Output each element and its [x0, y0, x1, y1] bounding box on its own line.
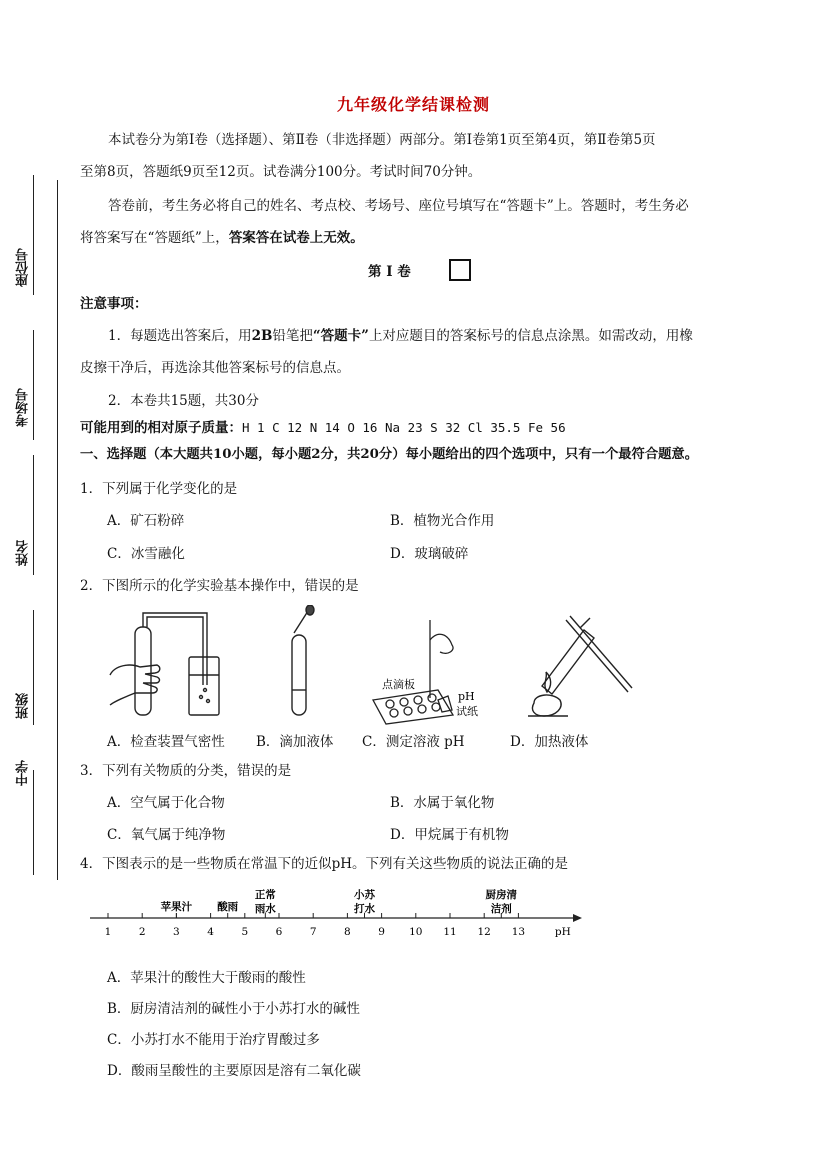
ph-marker-label: 雨水 [254, 903, 276, 915]
fig-label-paper: 试纸 [456, 705, 478, 718]
notice-card: “答题卡” [312, 328, 369, 344]
ph-tick-label: 8 [344, 926, 351, 938]
section-label: 第 Ⅰ 卷 [368, 264, 411, 280]
ph-tick-label: 1 [104, 926, 112, 938]
ph-scale-figure [88, 884, 588, 944]
ph-axis-arrow [573, 914, 582, 922]
q4-option-c: C．小苏打水不能用于治疗胃酸过多 [107, 1032, 320, 1048]
class-label: 班级 [16, 693, 31, 719]
notice-item-1-cont: 皮擦干净后，再选涂其他答案标号的信息点。 [80, 360, 350, 376]
heating-liquid-figure [520, 608, 640, 723]
notice-item-2: 2．本卷共15题，共30分 [108, 393, 259, 409]
atomic-mass-values: H 1 C 12 N 14 O 16 Na 23 S 32 Cl 35.5 Fe 56 [242, 420, 566, 435]
q2-stem: 2．下图所示的化学实验基本操作中，错误的是 [80, 578, 359, 594]
notice-text: 上对应题目的答案标号的信息点涂黑。如需改动，用橡 [368, 328, 693, 344]
seat-label: 座位号 [16, 248, 31, 287]
intro-line-1: 本试卷分为第Ⅰ卷（选择题）、第Ⅱ卷（非选择题）两部分。第Ⅰ卷第1页至第4页，第Ⅱ卷第5页 [108, 132, 656, 148]
ph-tick-label: 2 [138, 926, 146, 938]
intro-line-4 [80, 226, 364, 246]
q3-option-b: B．水属于氧化物 [390, 795, 495, 811]
notice-pencil: 2B [251, 328, 273, 344]
ph-marker-label: 苹果汁 [160, 901, 193, 913]
fig-label-ph: pH [458, 690, 475, 703]
q4-option-d: D．酸雨呈酸性的主要原因是溶有二氧化碳 [107, 1063, 361, 1079]
binding-margin-line [57, 180, 58, 880]
q2-option-a: A．检查装置气密性 [107, 734, 225, 750]
ph-tick-label: 12 [477, 926, 491, 938]
ph-tick-label: 10 [409, 926, 423, 938]
intro-line-4-text: 将答案写在“答题纸”上， [80, 230, 229, 246]
ph-tick-label: 11 [443, 926, 457, 938]
intro-line-2: 至第8页，答题纸9页至12页。试卷满分100分。考试时间70分钟。 [80, 164, 482, 180]
ph-tick-label: 4 [207, 926, 214, 938]
page-title: 九年级化学结课检测 [336, 95, 490, 114]
q3-stem: 3．下列有关物质的分类，错误的是 [80, 763, 292, 779]
notice-item-1 [108, 324, 693, 344]
ph-marker-label: 小苏 [354, 889, 375, 901]
q2-option-b: B．滴加液体 [256, 734, 334, 750]
ph-marker-label: 正常 [254, 889, 276, 901]
notice-text: 铅笔把 [272, 328, 313, 344]
q4-option-a: A．苹果汁的酸性大于酸雨的酸性 [107, 970, 306, 986]
q1-option-b: B．植物光合作用 [390, 513, 495, 529]
ph-marker-label: 酸雨 [217, 901, 239, 913]
ph-tick-label: 13 [511, 926, 526, 938]
score-box [449, 259, 471, 281]
notice-heading: 注意事项： [80, 296, 148, 312]
ph-tick-label: 9 [378, 926, 385, 938]
q4-option-b: B．厨房清洁剂的碱性小于小苏打水的碱性 [107, 1001, 360, 1017]
atomic-mass-line [80, 416, 566, 436]
ph-unit-label: pH [554, 926, 571, 938]
ph-tick-label: 6 [275, 926, 283, 938]
ph-marker-label: 打水 [354, 903, 375, 915]
school-label: 中学 [16, 760, 31, 786]
q3-option-a: A．空气属于化合物 [107, 795, 225, 811]
q1-stem: 1．下列属于化学变化的是 [80, 481, 238, 497]
ph-tick-label: 5 [241, 926, 249, 938]
q3-option-d: D．甲烷属于有机物 [390, 827, 509, 843]
intro-warning: 答案答在试卷上无效。 [228, 230, 364, 246]
ph-marker-label: 厨房清 [485, 889, 518, 901]
part-heading: 一、选择题（本大题共10小题，每小题2分，共20分）每小题给出的四个选项中，只有一个最符合题意。 [80, 447, 699, 462]
q2-option-c: C．测定溶液 pH [362, 734, 465, 750]
q2-option-d: D．加热液体 [510, 734, 589, 750]
dropper-figure [282, 605, 322, 720]
q1-option-d: D．玻璃破碎 [390, 546, 469, 562]
name-label: 姓名 [16, 540, 31, 566]
q1-option-a: A．矿石粉碎 [107, 513, 185, 529]
notice-text: 1．每题选出答案后，用 [108, 328, 252, 344]
ph-test-figure [368, 620, 478, 725]
ph-tick-label: 3 [173, 926, 180, 938]
airtightness-check-figure [105, 605, 245, 720]
ph-marker-label: 洁剂 [490, 903, 512, 915]
intro-line-3: 答卷前，考生务必将自己的姓名、考点校、考场号、座位号填写在“答题卡”上。答题时，考生务必 [108, 198, 689, 214]
q4-stem: 4．下图表示的是一些物质在常温下的近似pH。下列有关这些物质的说法正确的是 [80, 856, 569, 872]
q3-option-c: C．氧气属于纯净物 [107, 827, 226, 843]
ph-tick-label: 7 [309, 926, 317, 938]
room-label: 考场号 [16, 388, 31, 427]
fig-label-plate: 点滴板 [382, 678, 415, 691]
q1-option-c: C．冰雪融化 [107, 546, 185, 562]
atomic-mass-label: 可能用到的相对原子质量： [80, 420, 242, 436]
